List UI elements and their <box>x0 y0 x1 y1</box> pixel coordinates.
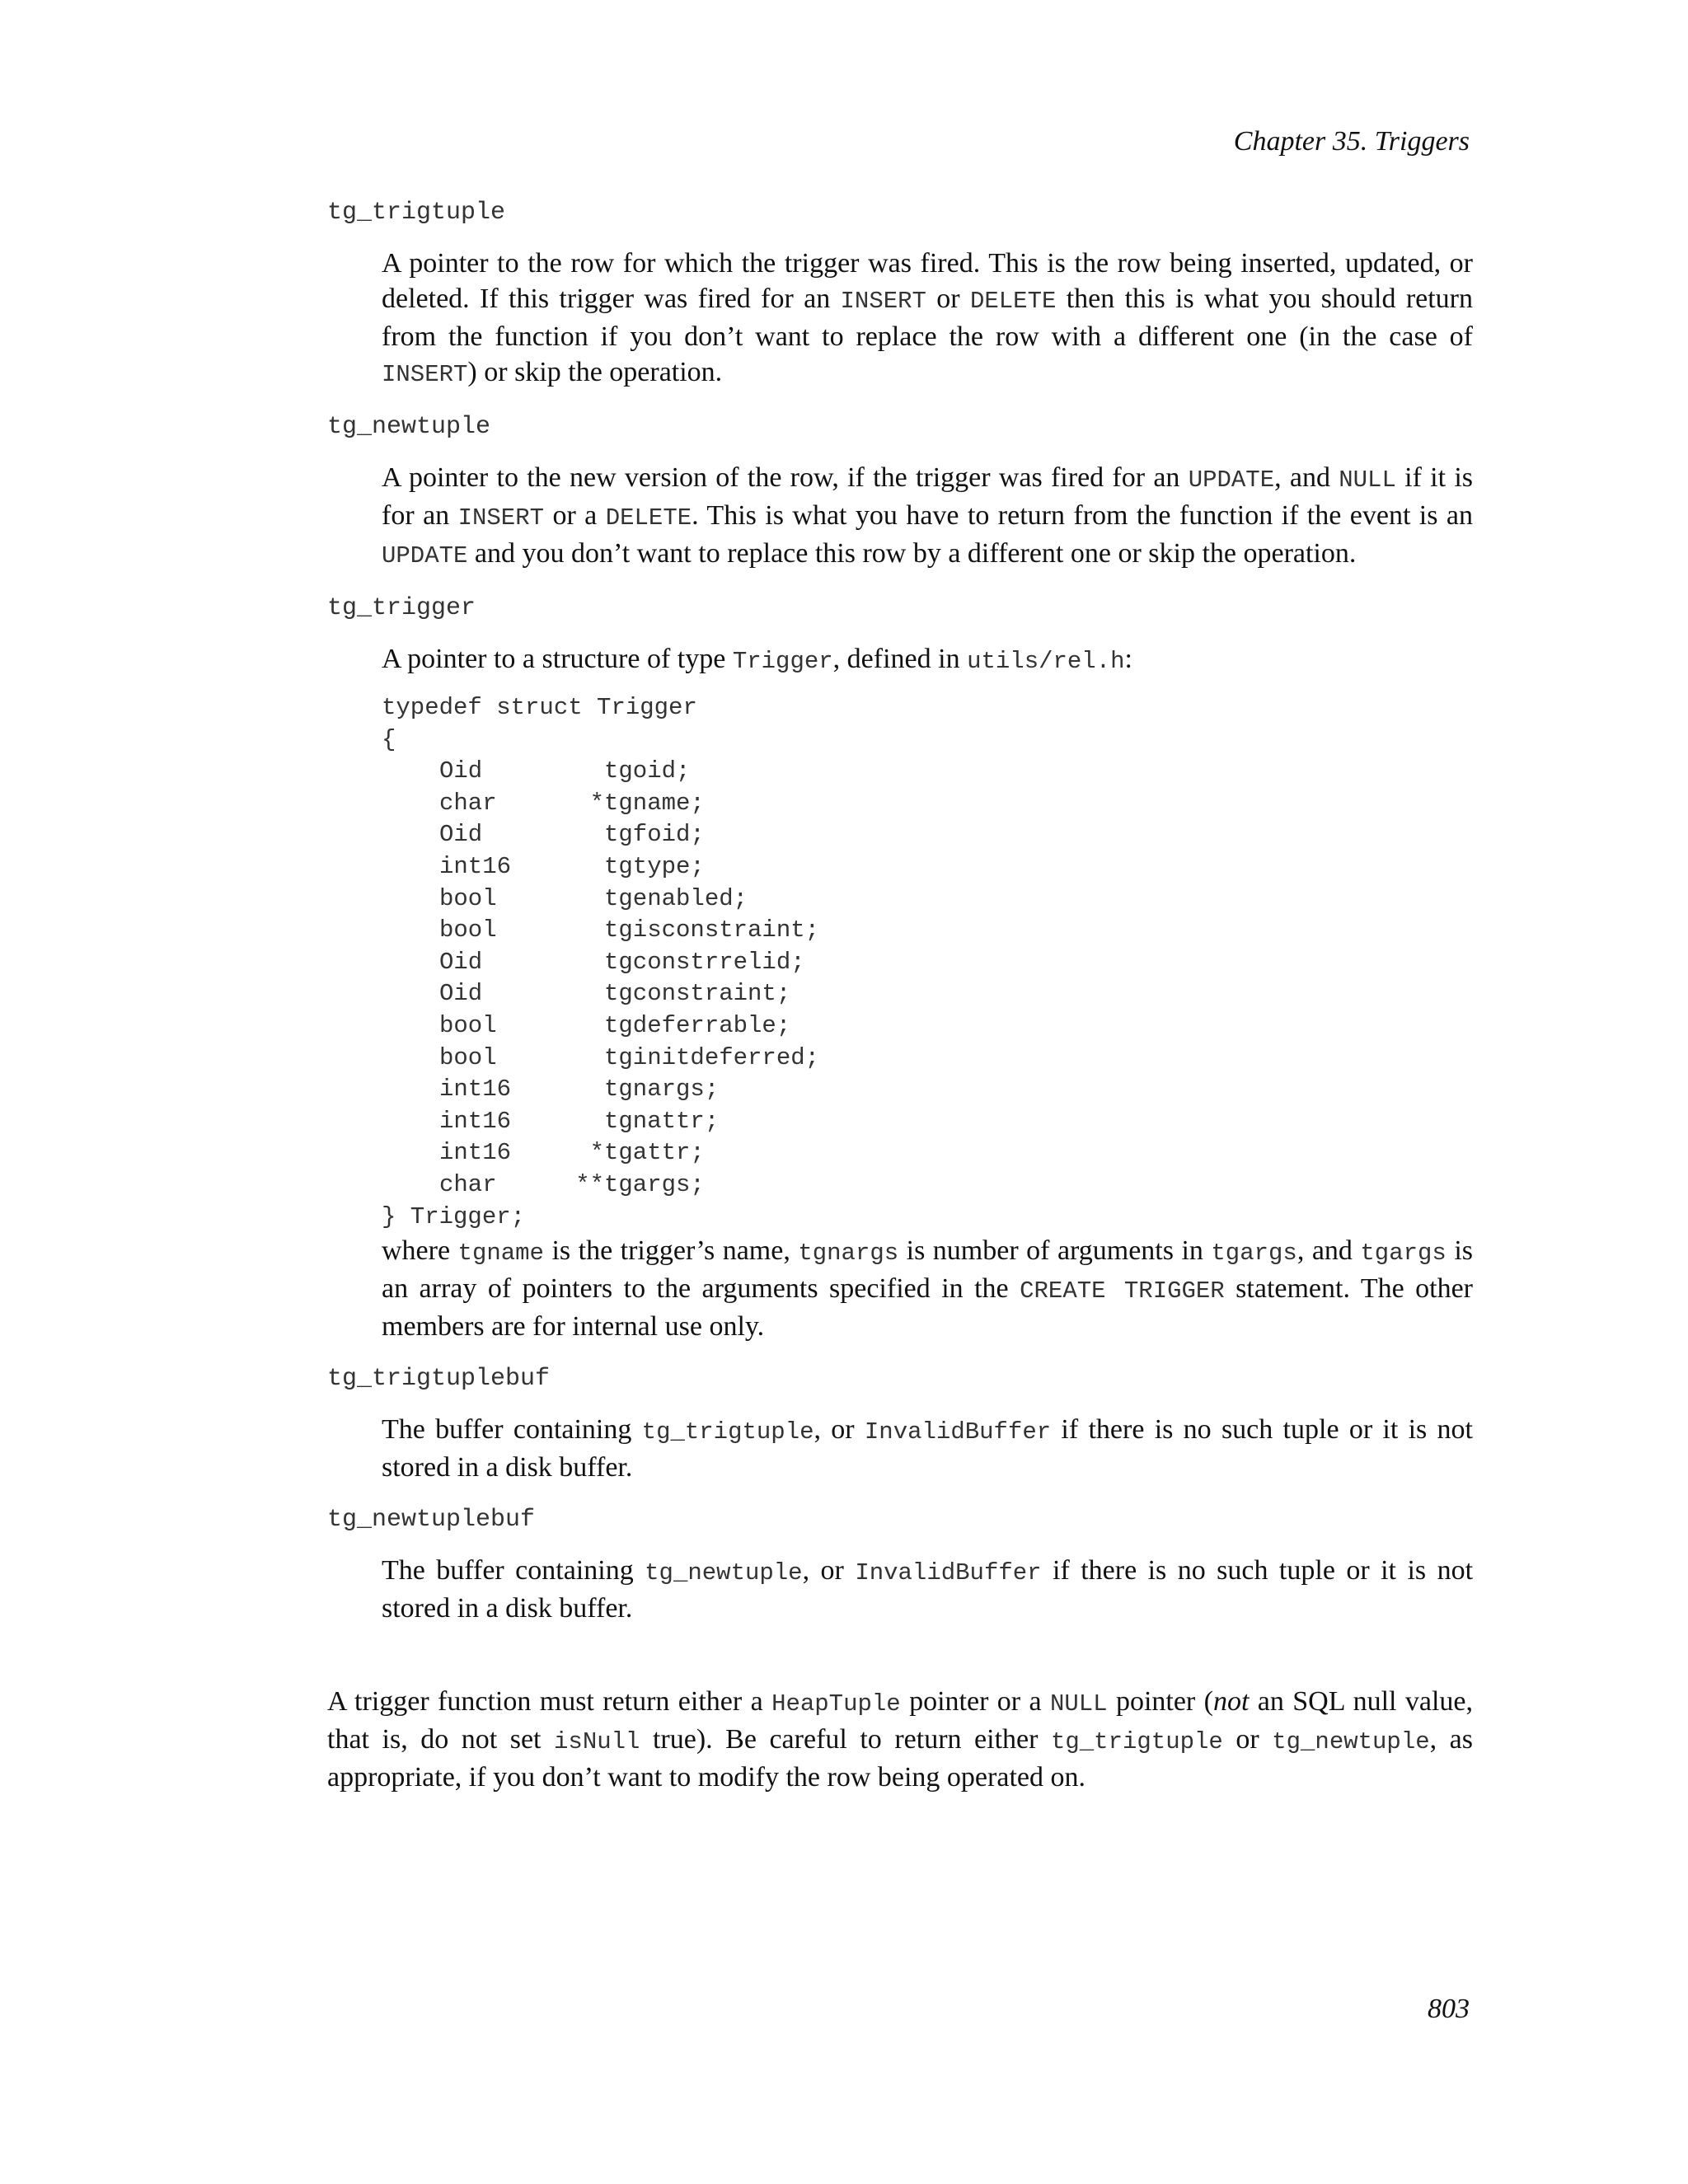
text-run: is number of arguments in <box>898 1235 1212 1267</box>
inline-code: tg_trigtuple <box>1050 1728 1223 1756</box>
inline-code: NULL <box>1049 1690 1108 1718</box>
description-text <box>382 1412 1473 1485</box>
pointer-stars: * <box>589 1139 604 1167</box>
text-run: , defined in <box>832 644 968 674</box>
text-run: A trigger function must return either a <box>327 1686 772 1718</box>
field-name: tgnargs; <box>604 1076 720 1104</box>
text-run: if it is for an <box>382 462 1473 531</box>
field-name: tgconstraint; <box>604 980 791 1008</box>
field-type: bool <box>439 916 497 944</box>
code-line: typedef struct Trigger <box>382 694 697 721</box>
text-run: , and <box>1274 462 1339 493</box>
description-text <box>382 246 1473 392</box>
closing-text <box>327 1684 1473 1795</box>
definition-term: tg_trigtuplebuf <box>327 1365 551 1394</box>
definition-description <box>382 641 1473 1344</box>
inline-code: INSERT <box>382 361 468 388</box>
text-run: , or <box>802 1555 856 1586</box>
definition-term: tg_newtuple <box>327 413 491 441</box>
field-type: bool <box>439 1043 497 1071</box>
text-run: an SQL null value, that is, do not set <box>327 1686 1473 1755</box>
struct-field <box>382 756 1473 788</box>
description-text <box>382 460 1473 574</box>
inline-code: tgargs <box>1360 1240 1447 1268</box>
field-type: Oid <box>439 980 483 1008</box>
struct-field <box>382 1074 1473 1106</box>
struct-field <box>382 851 1473 883</box>
field-name: tgoid; <box>604 757 691 785</box>
description-text <box>382 641 1473 679</box>
text-run: ) or skip the operation. <box>467 357 723 387</box>
field-name: tgisconstraint; <box>604 916 820 944</box>
text-run: and you don’t want to replace this row by a different one or skip the operation. <box>467 538 1357 569</box>
field-type: int16 <box>439 1139 512 1167</box>
text-run: true). Be careful to return either <box>640 1724 1051 1755</box>
running-header: Chapter 35. Triggers <box>1233 126 1470 157</box>
inline-code: CREATE TRIGGER <box>1020 1277 1225 1305</box>
struct-field <box>382 1169 1473 1202</box>
text-run: is an array of pointers to the arguments specified in the <box>382 1235 1473 1305</box>
description-text <box>382 1553 1473 1626</box>
inline-code: HeapTuple <box>771 1690 901 1718</box>
text-run: , as appropriate, if you don’t want to modify the row being operated on. <box>327 1724 1473 1793</box>
text-run: . This is what you have to return from the function if the event is an <box>692 500 1473 531</box>
closing-paragraph <box>327 1684 1473 1795</box>
description-text <box>382 1233 1473 1344</box>
text-run: A pointer to a structure of type <box>382 644 733 674</box>
text-run: or <box>1222 1724 1273 1755</box>
struct-field <box>382 978 1473 1010</box>
inline-code: isNull <box>554 1728 640 1756</box>
inline-code: tgname <box>457 1240 544 1268</box>
definition-term: tg_trigger <box>327 594 476 622</box>
text-run: or <box>926 284 970 314</box>
field-name: tgargs; <box>604 1170 705 1198</box>
code-line: { <box>382 725 396 753</box>
pointer-stars: ** <box>575 1170 604 1198</box>
field-name: tgname; <box>604 789 705 817</box>
inline-code: tg_newtuple <box>1272 1728 1430 1756</box>
definition-description <box>382 460 1473 574</box>
field-type: Oid <box>439 948 483 976</box>
emphasis: not <box>1212 1686 1250 1718</box>
inline-code: utils/rel.h <box>967 648 1125 675</box>
text-run: The buffer containing <box>382 1414 642 1446</box>
page-number: 803 <box>1428 1994 1470 2024</box>
text-run: if there is no such tuple or it is not stored in a disk buffer. <box>382 1555 1474 1624</box>
text-run: pointer or a <box>900 1686 1050 1718</box>
struct-field <box>382 915 1473 947</box>
text-run: then this is what you should return from the function if you don’t want to replace the row with a different one (in the case of <box>382 284 1473 352</box>
struct-field <box>382 819 1473 851</box>
field-type: int16 <box>439 1076 512 1104</box>
inline-code: DELETE <box>969 288 1057 315</box>
text-run: pointer ( <box>1107 1686 1213 1718</box>
inline-code: DELETE <box>605 504 692 532</box>
pointer-stars: * <box>589 789 604 817</box>
field-type: Oid <box>439 757 483 785</box>
text-run: A pointer to the new version of the row, if the trigger was fired for an <box>382 462 1189 493</box>
inline-code: InvalidBuffer <box>864 1418 1052 1446</box>
text-run: , or <box>814 1414 865 1446</box>
text-run: statement. The other members are for internal use only. <box>382 1273 1473 1343</box>
text-run: if there is no such tuple or it is not stored in a disk buffer. <box>382 1414 1473 1483</box>
field-type: Oid <box>439 821 483 849</box>
struct-field <box>382 1106 1473 1138</box>
struct-field <box>382 883 1473 916</box>
field-name: tgenabled; <box>604 884 748 912</box>
text-run: or a <box>544 500 606 531</box>
struct-field <box>382 1010 1473 1043</box>
text-run: A pointer to the row for which the trigger was fired. This is the row being inserted, updated, or deleted. If this trigger was fired for an <box>382 248 1473 314</box>
field-name: tgdeferrable; <box>604 1011 791 1039</box>
field-name: tginitdeferred; <box>604 1043 820 1071</box>
inline-code: UPDATE <box>382 542 468 569</box>
field-type: bool <box>439 884 497 912</box>
field-name: tgtype; <box>604 852 705 880</box>
field-type: char <box>439 789 497 817</box>
field-name: tgfoid; <box>604 821 705 849</box>
text-run: The buffer containing <box>382 1555 645 1586</box>
page-content <box>327 196 1473 1795</box>
definition-term: tg_trigtuple <box>327 199 506 227</box>
definition-term: tg_newtuplebuf <box>327 1506 536 1535</box>
inline-code: UPDATE <box>1188 466 1275 494</box>
struct-field <box>382 1043 1473 1075</box>
inline-code: tgargs <box>1211 1240 1297 1268</box>
text-run: is the trigger’s name, <box>543 1235 799 1267</box>
inline-code: NULL <box>1339 466 1396 494</box>
text-run: , and <box>1296 1235 1361 1267</box>
struct-field <box>382 1137 1473 1169</box>
inline-code: INSERT <box>457 504 545 532</box>
inline-code: tg_trigtuple <box>641 1418 814 1446</box>
inline-code: InvalidBuffer <box>855 1559 1042 1587</box>
text-run: : <box>1124 644 1132 674</box>
field-name: tgconstrrelid; <box>604 948 805 976</box>
text-run: where <box>382 1235 458 1267</box>
inline-code: tg_newtuple <box>645 1559 803 1587</box>
field-name: tgattr; <box>604 1139 705 1167</box>
inline-code: tgnargs <box>798 1240 899 1268</box>
field-name: tgnattr; <box>604 1107 720 1135</box>
inline-code: INSERT <box>840 288 926 315</box>
field-type: int16 <box>439 852 512 880</box>
code-block <box>382 692 1473 1233</box>
field-type: char <box>439 1170 497 1198</box>
struct-field <box>382 788 1473 820</box>
inline-code: Trigger <box>732 648 833 675</box>
definition-list <box>327 196 1473 1626</box>
field-type: int16 <box>439 1107 512 1135</box>
definition-description <box>382 246 1473 392</box>
struct-field <box>382 947 1473 979</box>
definition-description <box>382 1412 1473 1485</box>
definition-description <box>382 1553 1473 1626</box>
code-line: } Trigger; <box>382 1202 526 1230</box>
field-type: bool <box>439 1011 497 1039</box>
